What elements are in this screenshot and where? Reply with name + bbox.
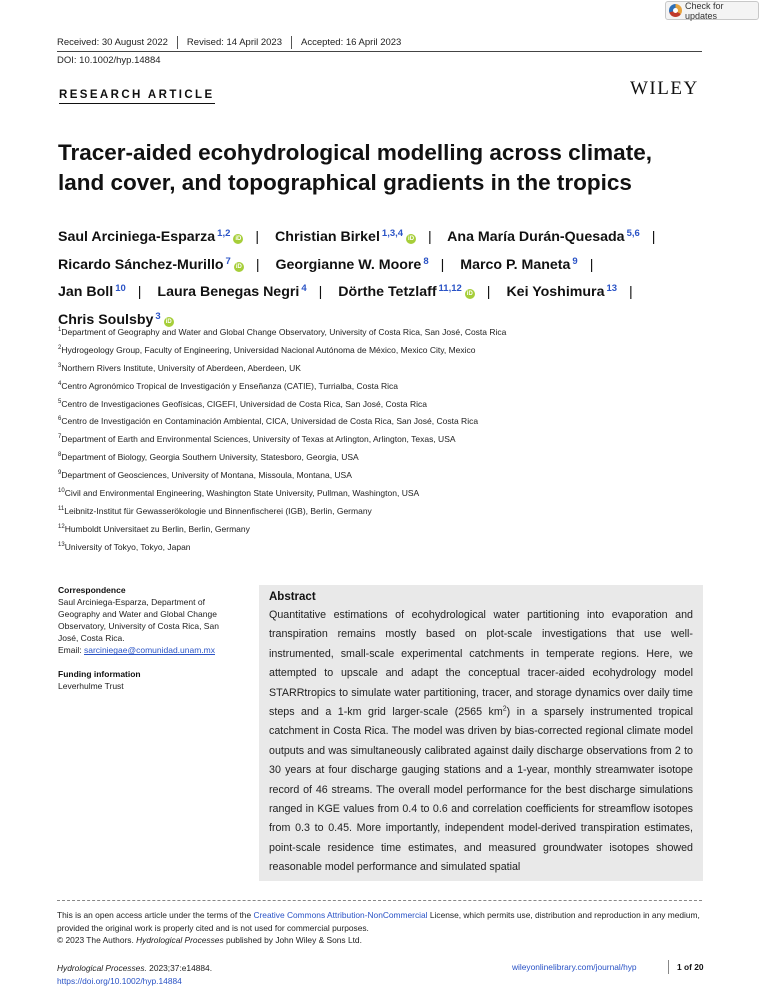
author[interactable]: Kei Yoshimura $^{13}$: [506, 283, 618, 300]
affiliation: $^{10}$Civil and Environmental Engineering, Washington State University, Pullman, Washington, USA: [58, 488, 420, 499]
correspondence-panel: [58, 584, 243, 692]
author[interactable]: Jan Boll $^{10}$: [58, 283, 126, 300]
abstract-box: [259, 585, 703, 881]
cc-license-link[interactable]: Creative Commons Attribution-NonCommercial: [253, 910, 428, 920]
author-affil-sup: 7: [225, 255, 231, 267]
license-notice: This is an open access article under the terms of the Creative Commons Attribution-NonCommercial License, which permits use, distribution and reproduction in any medium, provided the original work is properly cited and is not used for commercial purposes. © 2023 The Authors. Hydrological Processes published by John Wiley & Sons Ltd.: [57, 910, 700, 945]
orcid-icon[interactable]: iD: [235, 263, 242, 270]
footer-journal: Hydrological Processes.: [57, 963, 147, 973]
author[interactable]: Laura Benegas Negri $^4$: [157, 283, 307, 300]
affiliation: $^1$Department of Geography and Water and Global Change Observatory, University of Costa Rica, San José, Costa Rica: [58, 327, 507, 337]
affiliation: $^9$Department of Geosciences, University of Montana, Missoula, Montana, USA: [58, 470, 352, 481]
author-affil-sup: 10: [115, 283, 126, 294]
footer-volume: 2023;37:e14884.: [149, 963, 213, 973]
affiliation: $^{12}$Humboldt Universitaet zu Berlin, Berlin, Germany: [58, 523, 250, 534]
author-list: Saul Arciniega-Esparza $^{1,2}$ iD | Christian Birkel $^{1,3,4}$ iD | Ana María Durán-Quesada $^{5,6}$ | Ricardo Sánchez-Murillo $^7$ iD | Georgianne W. Moore $^8$ | Marco P. Maneta $^9$ | Jan Boll $^{10}$ | Laura Benegas Negri $^4$ | Dörthe Tetzlaff $^{11,12}$ iD | Kei Yoshimura $^{13}$ | Chris Soulsby $^3$ iD: [58, 228, 656, 328]
author-affil-sup: 8: [423, 255, 429, 267]
author-affil-sup: 9: [572, 255, 578, 267]
article-title: Tracer-aided ecohydrological modelling across climate, land cover, and topographical gradients in the tropics: [58, 140, 652, 195]
author[interactable]: Saul Arciniega-Esparza $^{1,2}$ iD: [58, 228, 242, 245]
article-type: RESEARCH ARTICLE: [59, 89, 215, 104]
affiliation: $^6$Centro de Investigación en Contaminación Ambiental, CICA, Universidad de Costa Rica, San José, Costa Rica: [58, 416, 479, 427]
author[interactable]: Ana María Durán-Quesada $^{5,6}$: [447, 228, 640, 245]
affiliation: $^4$Centro Agronómico Tropical de Investigación y Enseñanza (CATIE), Turrialba, Costa Rica: [58, 380, 399, 391]
header-rule: [57, 51, 702, 52]
author[interactable]: Chris Soulsby $^3$ iD: [58, 310, 172, 328]
doi-label: DOI: 10.1002/hyp.14884: [57, 55, 161, 66]
revised-date: Revised: 14 April 2023: [177, 36, 291, 49]
email-link[interactable]: sarciniegae@comunidad.unam.mx: [84, 645, 215, 656]
check-for-updates-label: Check for updates: [685, 0, 724, 21]
author-affil-sup: 11,12: [438, 283, 462, 294]
received-date: Received: 30 August 2022: [57, 37, 168, 48]
affiliation: $^{11}$Leibnitz-Institut für Gewasserökologie und Binnenfischerei (IGB), Berlin, Germany: [58, 505, 372, 516]
orcid-icon[interactable]: iD: [408, 236, 415, 242]
doi-link[interactable]: https://doi.org/10.1002/hyp.14884: [57, 976, 182, 986]
author[interactable]: Christian Birkel $^{1,3,4}$ iD: [275, 228, 415, 245]
funding-text: Leverhulme Trust: [58, 680, 124, 691]
correspondence-line: Observatory, University of Costa Rica, San: [58, 621, 219, 632]
article-dates: [57, 36, 410, 49]
abstract-text: Quantitative estimations of ecohydrological water partitioning into evaporation and transpiration remains mostly based on plot-scale investigations that use well-instrumented, small-scale experimental catchments in temperate regions. Here, we attempted to upscale and adapt the conceptual tracer-aided ecohydrology model STARRtropics to simulate water partitioning, tracer, and storage dynamics over daily time steps and a 1-km grid larger-scale (2565 $km^2$) in a sparsely instrumented tropical catchment in Costa Rica. The model was driven by bias-corrected regional climate model outputs and was simultaneously calibrated against daily discharge observations from 2 to 30 years at four discharge gauging stations and a 1-year, monthly streamwater isotope record of 46 streams. The overall model performance for the best discharge simulations ranged in KGE values from 0.4 to 0.6 and correlation coefficients for streamflow isotopes from 0.3 to 0.45. More importantly, independent model-derived transpiration estimates, point-scale residence time estimates, and measured groundwater isotopes showed reasonable model performance and simulated spatial: [269, 609, 693, 874]
author-affil-sup: 5,6: [626, 228, 640, 239]
orcid-icon[interactable]: iD: [466, 291, 473, 297]
affiliation: $^7$Department of Earth and Environmental Sciences, University of Texas at Arlington, Arlington, Texas, USA: [58, 434, 456, 445]
affiliation-list: [58, 322, 718, 555]
correspondence-heading: Correspondence: [58, 585, 126, 595]
orcid-icon[interactable]: iD: [165, 318, 172, 325]
affiliation: $^{13}$University of Tokyo, Tokyo, Japan: [58, 541, 191, 552]
journal-site-link[interactable]: wileyonlinelibrary.com/journal/hyp: [512, 962, 637, 972]
correspondence-line: Saul Arciniega-Esparza, Department of: [58, 597, 205, 608]
affiliation: $^3$Northern Rivers Institute, University of Aberdeen, Aberdeen, UK: [58, 362, 301, 373]
affiliation: $^8$Department of Biology, Georgia Southern University, Statesboro, Georgia, USA: [58, 452, 359, 463]
publisher-logo: WILEY: [630, 78, 699, 99]
correspondence-line: José, Costa Rica.: [58, 633, 125, 644]
footer-divider: [668, 960, 669, 974]
accepted-date: Accepted: 16 April 2023: [291, 36, 410, 49]
abstract-heading: Abstract: [269, 591, 316, 603]
license-divider: [57, 900, 702, 901]
page-number: 1 of 20: [677, 962, 704, 972]
footer-citation: [57, 962, 212, 988]
check-for-updates-button[interactable]: [665, 1, 759, 20]
funding-heading: Funding information: [58, 668, 141, 679]
author-affil-sup: 1,2: [217, 228, 231, 239]
author[interactable]: Marco P. Maneta $^9$: [460, 255, 578, 273]
crossmark-icon: [669, 4, 682, 17]
author-affil-sup: 4: [301, 283, 307, 294]
affiliation: $^2$Hydrogeology Group, Faculty of Engineering, Universidad Nacional Autónoma de México, Mexico City, Mexico: [58, 344, 476, 355]
author[interactable]: Dörthe Tetzlaff $^{11,12}$ iD: [338, 283, 473, 300]
orcid-icon[interactable]: iD: [235, 236, 242, 242]
affiliation: $^5$Centro de Investigaciones Geofísicas, CIGEFI, Universidad de Costa Rica, San José, Costa Rica: [58, 398, 428, 409]
author[interactable]: Ricardo Sánchez-Murillo $^7$ iD: [58, 255, 242, 273]
author[interactable]: Georgianne W. Moore $^8$: [275, 255, 429, 273]
author-affil-sup: 3: [155, 310, 161, 322]
author-affil-sup: 1,3,4: [381, 228, 404, 239]
author-affil-sup: 13: [606, 283, 618, 294]
correspondence-line: Geography and Water and Global Change: [58, 609, 217, 620]
email-line: Email: sarciniegae@comunidad.unam.mx: [58, 645, 215, 656]
